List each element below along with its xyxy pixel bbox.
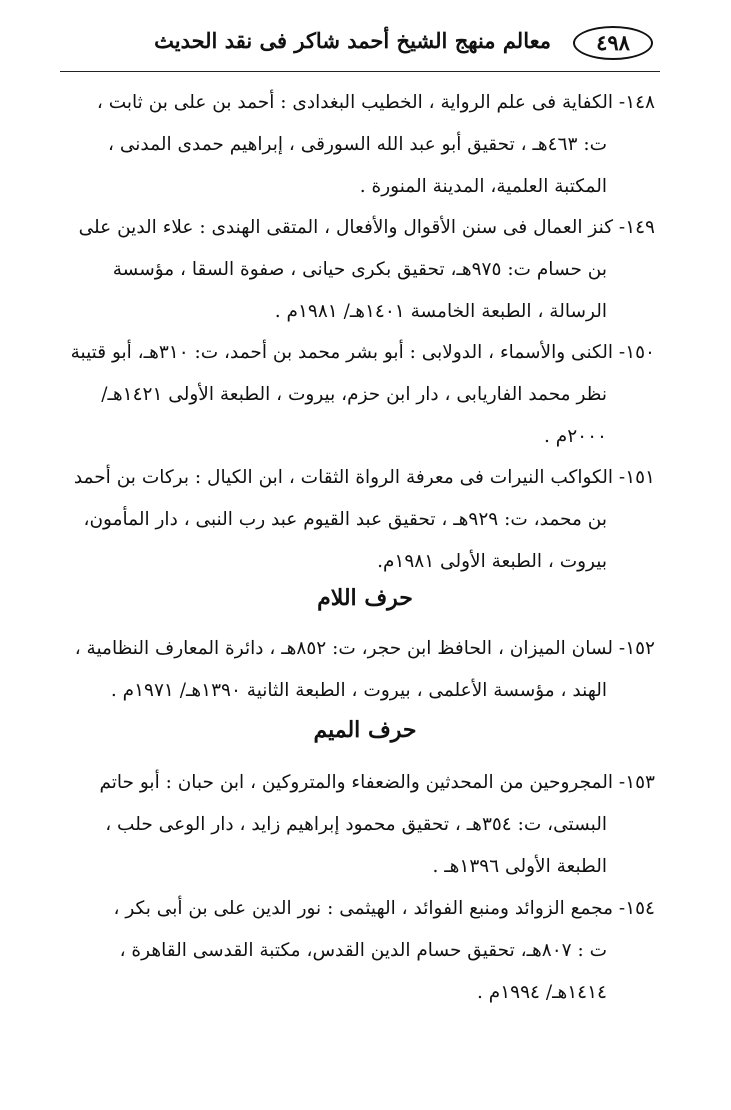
entry-line: الطبعة الأولى ١٣٩٦هـ .	[432, 856, 607, 877]
entry-line: بن محمد، ت: ٩٢٩هـ ، تحقيق عبد القيوم عبد رب النبى ، دار المأمون،	[83, 509, 607, 530]
entry-line: البستى، ت: ٣٥٤هـ ، تحقيق محمود إبراهيم زايد ، دار الوعى حلب ،	[105, 814, 607, 835]
entry-line: ت : ٨٠٧هـ، تحقيق حسام الدين القدس، مكتبة القدسى القاهرة ،	[119, 940, 607, 961]
entry-text: لسان الميزان ، الحافظ ابن حجر، ت: ٨٥٢هـ ، دائرة المعارف النظامية ،	[74, 638, 614, 659]
entry-line: الرسالة ، الطبعة الخامسة ١٤٠١هـ/ ١٩٨١م .	[274, 301, 607, 322]
entry-line-first	[70, 207, 655, 249]
entry-line: ت: ٤٦٣هـ ، تحقيق أبو عبد الله السورقى ، إبراهيم حمدى المدنى ،	[108, 134, 607, 155]
bibliography-entry-149	[70, 207, 655, 333]
entry-line: الهند ، مؤسسة الأعلمى ، بيروت ، الطبعة الثانية ١٣٩٠هـ/ ١٩٧١م .	[110, 680, 607, 701]
entry-line: بيروت ، الطبعة الأولى ١٩٨١م.	[377, 551, 607, 572]
section-heading-meem: حرف الميم	[313, 717, 417, 743]
entry-line: ٢٠٠٠م .	[544, 426, 607, 447]
entry-number: ١٥٠-	[618, 342, 655, 363]
entry-line: المكتبة العلمية، المدينة المنورة .	[359, 176, 607, 197]
section-heading-lam: حرف اللام	[317, 585, 413, 611]
entry-number: ١٤٨-	[618, 92, 655, 113]
header-divider	[60, 71, 660, 72]
bibliography-entry-154	[70, 888, 655, 1014]
running-title: معالم منهج الشيخ أحمد شاكر فى نقد الحديث	[154, 28, 551, 53]
entry-number: ١٤٩-	[618, 217, 655, 238]
bibliography-entry-152	[70, 628, 655, 712]
entry-line-first	[70, 457, 655, 499]
entry-text: الكواكب النيرات فى معرفة الرواة الثقات ، ابن الكيال : بركات بن أحمد	[73, 467, 614, 488]
entry-text: الكنى والأسماء ، الدولابى : أبو بشر محمد بن أحمد، ت: ٣١٠هـ، أبو قتيبة	[70, 342, 614, 363]
entry-line-first	[70, 332, 655, 374]
bibliography-entry-151	[70, 457, 655, 583]
bibliography-entry-150	[70, 332, 655, 458]
entry-line: بن حسام ت: ٩٧٥هـ، تحقيق بكرى حيانى ، صفوة السقا ، مؤسسة	[112, 259, 607, 280]
entry-number: ١٥٤-	[618, 898, 655, 919]
entry-text: الكفاية فى علم الرواية ، الخطيب البغدادى : أحمد بن على بن ثابت ،	[96, 92, 614, 113]
entry-line: نظر محمد الفاريابى ، دار ابن حزم، بيروت ، الطبعة الأولى ١٤٢١هـ/	[101, 384, 607, 405]
entry-text: المجروحين من المحدثين والضعفاء والمتروكين ، ابن حبان : أبو حاتم	[99, 772, 614, 793]
page-number: ٤٩٨	[573, 26, 653, 60]
entry-line-first	[70, 888, 655, 930]
entry-text: مجمع الزوائد ومنبع الفوائد ، الهيثمى : نور الدين على بن أبى بكر ،	[113, 898, 614, 919]
entry-line: ١٤١٤هـ/ ١٩٩٤م .	[476, 982, 607, 1003]
entry-line-first	[70, 628, 655, 670]
entry-text: كنز العمال فى سنن الأقوال والأفعال ، المتقى الهندى : علاء الدين على	[78, 217, 614, 238]
entry-number: ١٥١-	[618, 467, 655, 488]
entry-line-first	[70, 82, 655, 124]
entry-number: ١٥٣-	[618, 772, 655, 793]
bibliography-entry-148	[70, 82, 655, 208]
entry-line-first	[70, 762, 655, 804]
bibliography-entry-153	[70, 762, 655, 888]
entry-number: ١٥٢-	[618, 638, 655, 659]
